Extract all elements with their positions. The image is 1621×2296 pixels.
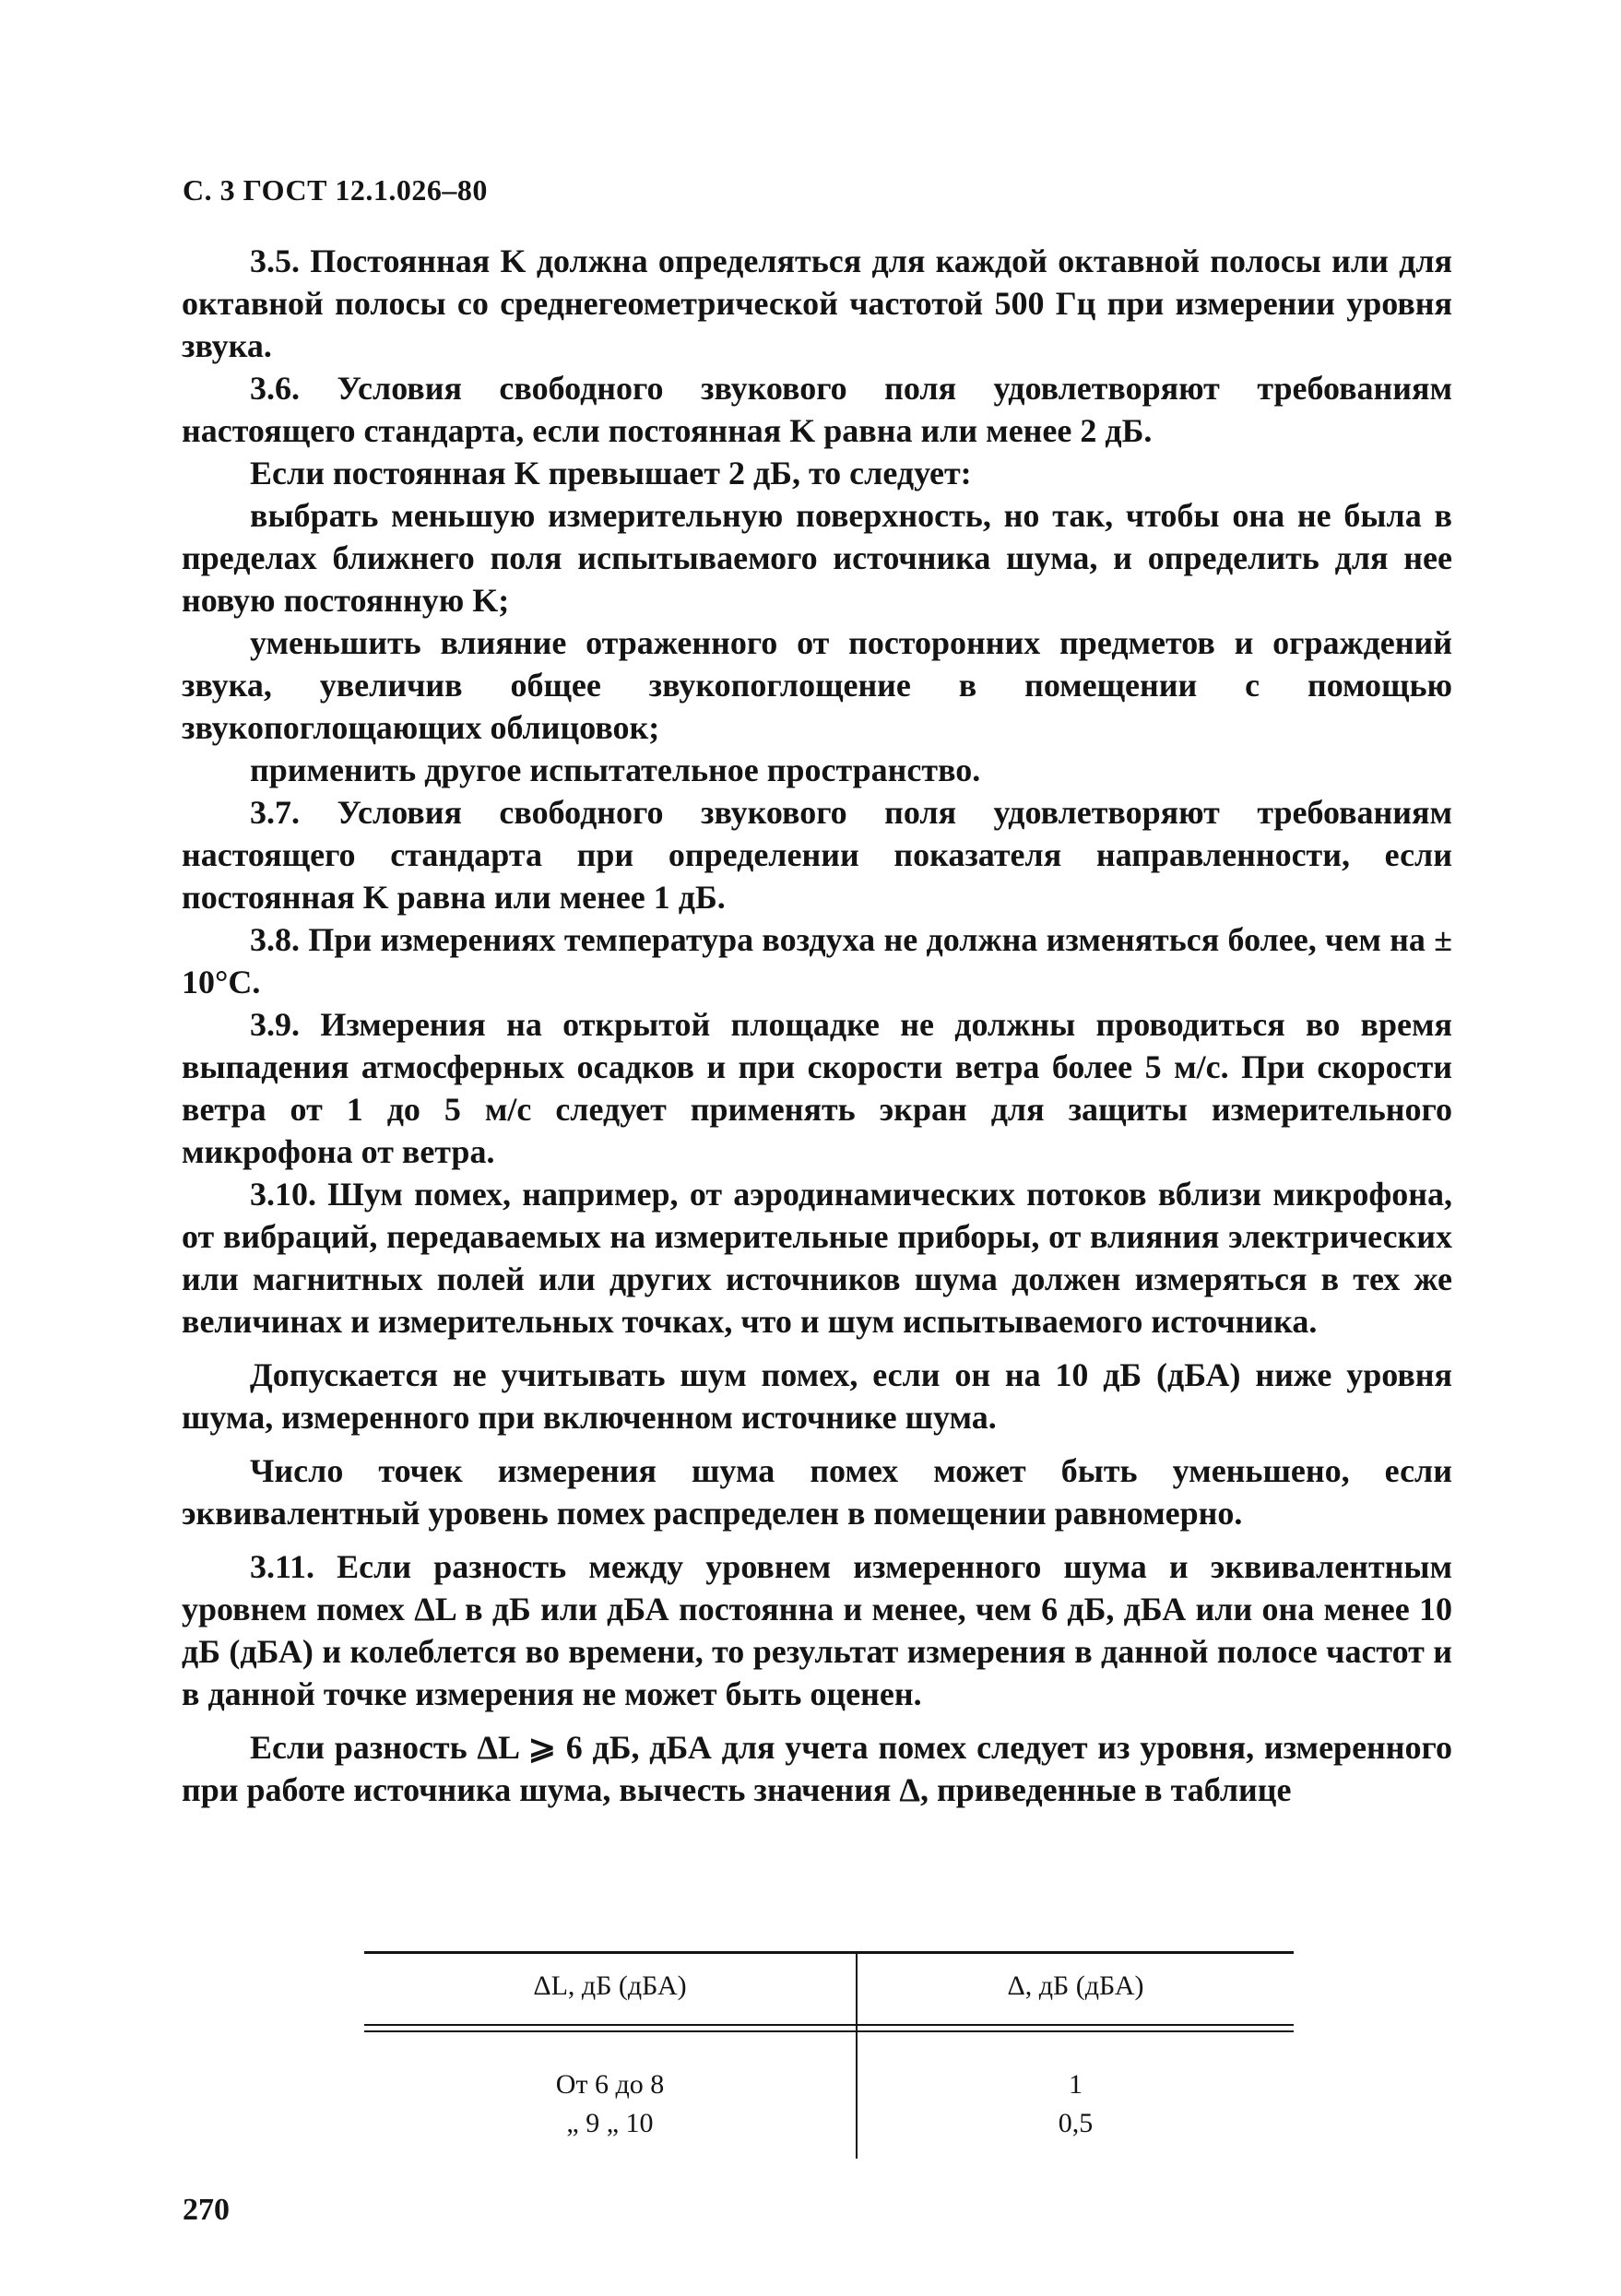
paragraph-3-10: 3.10. Шум помех, например, от аэродинамических потоков вблизи микрофона, от вибраций, передаваемых на измерительные приборы, от влияния электрических или магнитных полей или других источников шума должен измеряться в тех же величинах и измерительных точках, что и шум испытываемого источника. — [182, 1176, 1452, 1340]
correction-table — [364, 1951, 1294, 2159]
table-row-2-value: 0,5 — [1058, 2108, 1094, 2138]
paragraph-3-10-note-2: Число точек измерения шума помех может быть уменьшено, если эквивалентный уровень помех распределен в помещении равномерно. — [182, 1452, 1452, 1532]
paragraph-3-8: 3.8. При измерениях температура воздуха не должна изменяться более, чем на ± 10°C. — [182, 921, 1452, 1000]
paragraph-3-6-condition: Если постоянная K превышает 2 дБ, то следует: — [250, 455, 972, 491]
paragraph-3-10-note-1: Допускается не учитывать шум помех, если он на 10 дБ (дБА) ниже уровня шума, измеренного при включенном источнике шума. — [182, 1356, 1452, 1436]
table-row-1-range: От 6 до 8 — [555, 2069, 665, 2100]
paragraph-3-11-note: Если разность ΔL ⩾ 6 дБ, дБА для учета помех следует из уровня, измеренного при работе источника шума, вычесть значения Δ, приведенные в таблице — [182, 1729, 1452, 1808]
paragraph-3-6: 3.6. Условия свободного звукового поля удовлетворяют требованиям настоящего стандарта, если постоянная K равна или менее 2 дБ. — [182, 370, 1452, 449]
paragraph-3-6-option-1: выбрать меньшую измерительную поверхность, но так, чтобы она не была в пределах ближнего поля испытываемого источника шума, и определить для нее новую постоянную K; — [182, 497, 1452, 619]
paragraph-3-7: 3.7. Условия свободного звукового поля удовлетворяют требованиям настоящего стандарта при определении показателя направленности, если постоянная K равна или менее 1 дБ. — [182, 794, 1452, 916]
body-text — [182, 240, 1452, 1811]
paragraph-3-5: 3.5. Постоянная K должна определяться для каждой октавной полосы или для октавной полосы со среднегеометрической частотой 500 Гц при измерении уровня звука. — [182, 243, 1452, 364]
table-header-delta-l: ΔL, дБ (дБА) — [533, 1971, 687, 2001]
table-header-delta: Δ, дБ (дБА) — [1007, 1971, 1144, 2001]
table-row-1-value: 1 — [1069, 2069, 1083, 2100]
page-number: 270 — [183, 2193, 230, 2227]
paragraph-3-6-option-3: применить другое испытательное пространство. — [250, 752, 981, 788]
table-header-rule-1 — [364, 2024, 1294, 2026]
table-top-rule — [364, 1951, 1294, 1954]
paragraph-3-9: 3.9. Измерения на открытой площадке не должны проводиться во время выпадения атмосферных осадков и при скорости ветра более 5 м/с. При скорости ветра от 1 до 5 м/с следует применять экран для защиты измерительного микрофона от ветра. — [182, 1006, 1452, 1170]
table-row-2-range: „ 9 „ 10 — [566, 2108, 654, 2138]
table-header-rule-2 — [364, 2030, 1294, 2032]
paragraph-3-6-option-2: уменьшить влияние отраженного от посторонних предметов и ограждений звука, увеличив общее звукопоглощение в помещении с помощью звукопоглощающих облицовок; — [182, 624, 1452, 746]
page-header: С. 3 ГОСТ 12.1.026–80 — [183, 173, 488, 207]
paragraph-3-11: 3.11. Если разность между уровнем измеренного шума и эквивалентным уровнем помех ΔL в дБ или дБА постоянна и менее, чем 6 дБ, дБА или она менее 10 дБ (дБА) и колеблется во времени, то результат измерения в данной полосе частот и в данной точке измерения не может быть оценен. — [182, 1548, 1452, 1712]
